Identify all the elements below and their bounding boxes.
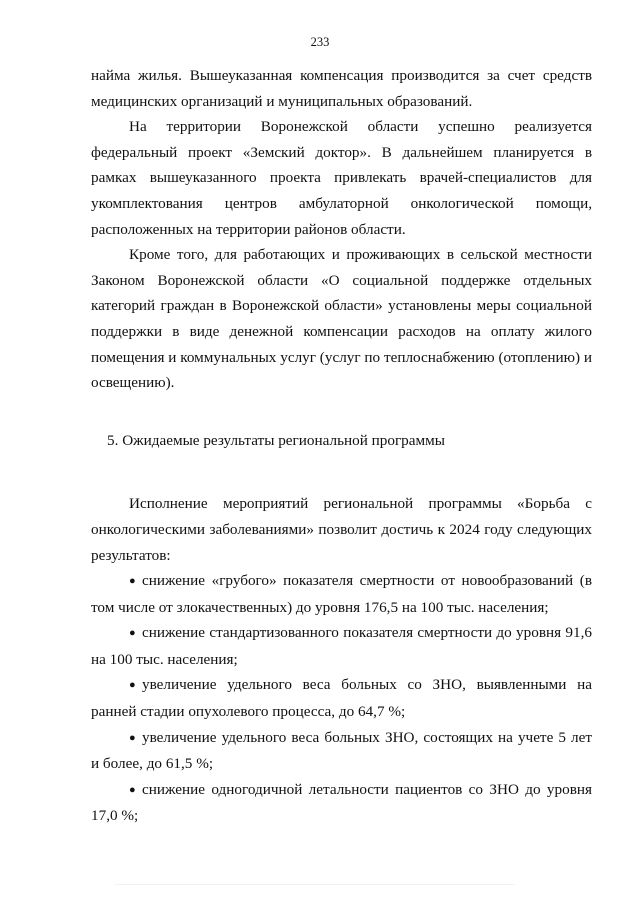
list-item xyxy=(91,672,592,724)
list-item-text: снижение одногодичной летальности пациентов со ЗНО до уровня 17,0 %; xyxy=(91,780,592,825)
list-item xyxy=(91,620,592,672)
results-list xyxy=(91,568,592,829)
list-item-text: увеличение удельного веса больных ЗНО, состоящих на учете 5 лет и более, до 61,5 %; xyxy=(91,728,592,773)
paragraph-housing-compensation: найма жилья. Вышеуказанная компенсация производится за счет средств медицинских организаций и муниципальных образований. xyxy=(91,67,592,110)
list-item xyxy=(91,725,592,777)
list-item xyxy=(91,568,592,620)
paragraph-zemsky-doctor: На территории Воронежской области успешно реализуется федеральный проект «Земский доктор». В дальнейшем планируется в рамках вышеуказанного проекта привлекать врачей-специалистов для укомплектования центров амбулаторной онкологической помощи, расположенных на территории районов области. xyxy=(91,118,592,238)
bullet-icon: ● xyxy=(129,627,136,640)
document-body xyxy=(91,63,592,829)
paragraph-results-intro: Исполнение мероприятий региональной программы «Борьба с онкологическими заболеваниями» позволит достичь к 2024 году следующих результатов: xyxy=(91,495,592,564)
paragraph-social-support: Кроме того, для работающих и проживающих в сельской местности Законом Воронежской области «О социальной поддержке отдельных категорий граждан в Воронежской области» установлены меры социальной поддержки в виде денежной компенсации расходов на оплату жилого помещения и коммунальных услуг (услуг по теплоснабжению (отоплению) и освещению). xyxy=(91,246,592,392)
bullet-icon: ● xyxy=(129,731,136,744)
bullet-icon: ● xyxy=(129,679,136,692)
page-number: 233 xyxy=(310,35,330,49)
list-item-text: снижение «грубого» показателя смертности от новообразований (в том числе от злокачественных) до уровня 176,5 на 100 тыс. населения; xyxy=(91,572,592,616)
scan-edge-line xyxy=(115,884,515,885)
list-item-text: увеличение удельного веса больных со ЗНО, выявленными на ранней стадии опухолевого процесса, до 64,7 %; xyxy=(91,676,592,721)
bullet-icon: ● xyxy=(129,783,136,796)
list-item xyxy=(91,777,592,829)
section-heading: 5. Ожидаемые результаты региональной программы xyxy=(107,431,445,449)
list-item-text: снижение стандартизованного показателя смертности до уровня 91,6 на 100 тыс. населения; xyxy=(91,624,592,668)
bullet-icon: ● xyxy=(129,575,136,588)
